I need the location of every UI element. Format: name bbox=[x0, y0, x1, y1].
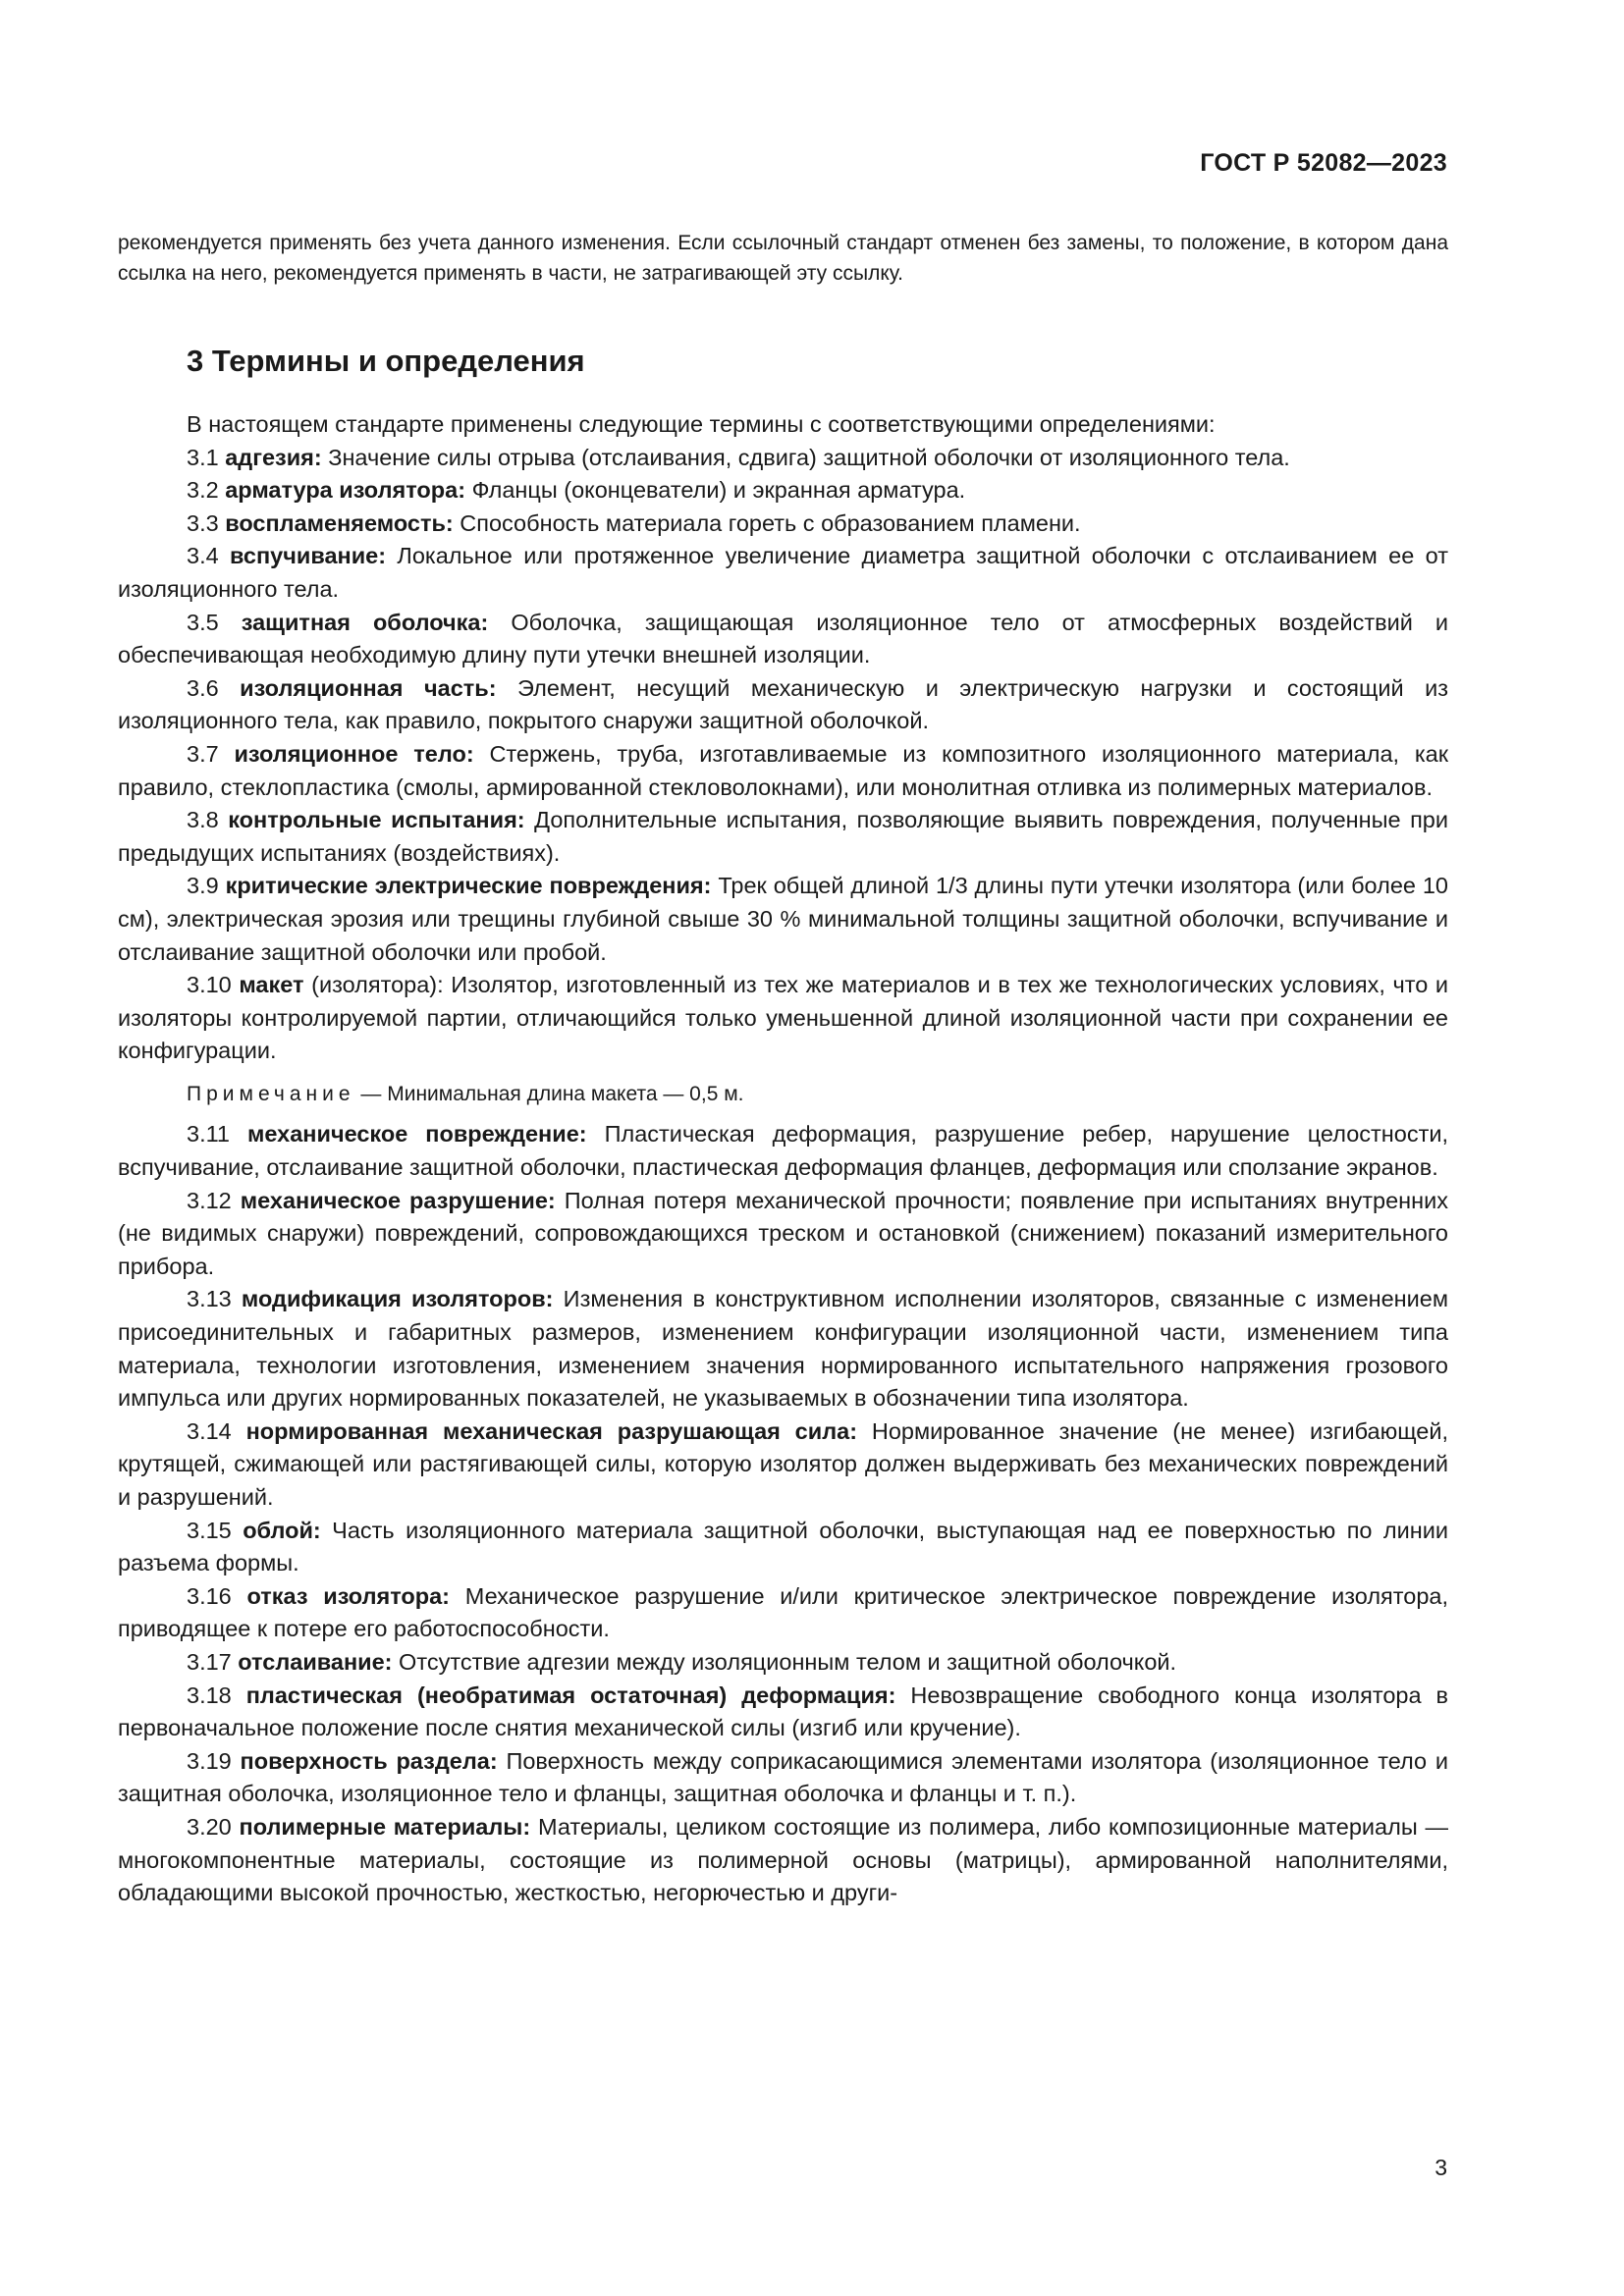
term-number: 3.6 bbox=[187, 674, 219, 701]
note-text: — Минимальная длина макета — 0,5 м. bbox=[360, 1082, 744, 1105]
term-name: макет bbox=[239, 972, 304, 998]
term-definition bbox=[118, 1580, 1448, 1646]
term-number: 3.20 bbox=[187, 1813, 232, 1840]
term-number: 3.17 bbox=[187, 1648, 232, 1675]
term-definition bbox=[118, 969, 1448, 1068]
term-number: 3.13 bbox=[187, 1286, 232, 1312]
section-lead: В настоящем стандарте применены следующие термины с соответствующими определениями: bbox=[187, 411, 1216, 437]
term-text: Механическое разрушение и/или критическое электрическое повреждение изолятора, приводящее к потере его работоспособности. bbox=[118, 1582, 1449, 1642]
term-text: Элемент, несущий механическую и электрическую нагрузки и состоящий из изоляционного тела, как правило, покрытого снаружи защитной оболочкой. bbox=[118, 674, 1448, 734]
term-definition bbox=[118, 672, 1448, 738]
term-name: полимерные материалы: bbox=[239, 1813, 531, 1840]
term-text: Оболочка, защищающая изоляционное тело от атмосферных воздействий и обеспечивающая необходимую длину пути утечки внешней изоляции. bbox=[118, 609, 1449, 668]
term-number: 3.11 bbox=[187, 1121, 230, 1148]
term-number: 3.7 bbox=[187, 740, 219, 767]
term-name: арматура изолятора: bbox=[225, 477, 466, 504]
term-definition bbox=[118, 804, 1448, 870]
term-number: 3.3 bbox=[187, 509, 219, 536]
term-definition bbox=[118, 1745, 1448, 1811]
term-name: механическое повреждение: bbox=[247, 1121, 587, 1148]
term-name: нормированная механическая разрушающая сила: bbox=[245, 1417, 858, 1444]
term-text: Отсутствие адгезии между изоляционным телом и защитной оболочкой. bbox=[399, 1648, 1177, 1675]
term-number: 3.4 bbox=[187, 543, 219, 569]
term-name: поверхность раздела: bbox=[240, 1747, 498, 1774]
note bbox=[118, 1078, 1448, 1111]
term-number: 3.9 bbox=[187, 873, 219, 899]
term-definition bbox=[118, 738, 1448, 804]
term-definition bbox=[118, 474, 1448, 507]
term-text: Дополнительные испытания, позволяющие выявить повреждения, полученные при предыдущих испытаниях (воздействиях). bbox=[118, 807, 1449, 866]
term-name: пластическая (необратимая остаточная) деформация: bbox=[245, 1682, 896, 1708]
term-definition bbox=[118, 442, 1448, 475]
term-text: Полная потеря механической прочности; появление при испытаниях внутренних (не видимых снаружи) повреждений, сопровождающихся треском и остановкой (снижением) показаний измерительного прибора. bbox=[118, 1187, 1449, 1279]
page-number: 3 bbox=[1435, 2155, 1447, 2180]
term-definition bbox=[118, 1811, 1448, 1910]
term-text: Трек общей длиной 1/3 длины пути утечки изолятора (или более 10 см), электрическая эрозия или трещины глубиной свыше 30 % минимальной толщины защитной оболочки, вспучивание и отслаивание защитной оболочки или пробой. bbox=[118, 873, 1448, 965]
term-definition bbox=[118, 1515, 1448, 1580]
intro-paragraph: рекомендуется применять без учета данного изменения. Если ссылочный стандарт отменен без замены, то положение, в котором дана ссылка на него, рекомендуется применять в части, не затрагивающей эту ссылку. bbox=[118, 232, 1448, 285]
term-text: Способность материала гореть с образованием пламени. bbox=[460, 509, 1081, 536]
term-name: изоляционное тело: bbox=[234, 740, 474, 767]
term-text: Нормированное значение (не менее) изгибающей, крутящей, сжимающей или растягивающей силы, которую изолятор должен выдерживать без механических повреждений и разрушений. bbox=[118, 1417, 1448, 1510]
term-name: контрольные испытания: bbox=[228, 807, 525, 833]
term-number: 3.2 bbox=[187, 477, 219, 504]
note-label: Примечание bbox=[187, 1082, 355, 1105]
term-definition bbox=[118, 607, 1448, 672]
term-text: Значение силы отрыва (отслаивания, сдвига) защитной оболочки от изоляционного тела. bbox=[328, 444, 1290, 470]
term-number: 3.15 bbox=[187, 1517, 232, 1543]
term-name: воспламеняемость: bbox=[225, 509, 454, 536]
term-number: 3.1 bbox=[187, 444, 219, 470]
document-header-id: ГОСТ Р 52082—2023 bbox=[1200, 149, 1447, 177]
term-definition bbox=[118, 1283, 1448, 1415]
term-name: критические электрические повреждения: bbox=[225, 873, 712, 899]
term-name: отказ изолятора: bbox=[246, 1582, 451, 1609]
term-text: Локальное или протяженное увеличение диаметра защитной оболочки с отслаиванием ее от изоляционного тела. bbox=[118, 543, 1448, 602]
term-number: 3.16 bbox=[187, 1582, 232, 1609]
term-name: защитная оболочка: bbox=[241, 609, 489, 635]
term-number: 3.5 bbox=[187, 609, 219, 635]
term-number: 3.18 bbox=[187, 1682, 232, 1708]
term-definition bbox=[118, 507, 1448, 541]
term-name: отслаивание: bbox=[238, 1648, 393, 1675]
terms-list bbox=[118, 408, 1448, 1910]
term-name: вспучивание: bbox=[230, 543, 387, 569]
term-text: Пластическая деформация, разрушение ребер, нарушение целостности, вспучивание, отслаивание защитной оболочки, пластическая деформация фланцев, деформация или сползание экранов. bbox=[118, 1121, 1448, 1181]
term-name: механическое разрушение: bbox=[240, 1187, 556, 1213]
term-text: (изолятора): Изолятор, изготовленный из тех же материалов и в тех же технологических условиях, что и изоляторы контролируемой партии, отличающийся только уменьшенной длиной изоляционной части при сохранении ее конфигурации. bbox=[118, 972, 1449, 1064]
term-text: Часть изоляционного материала защитной оболочки, выступающая над ее поверхностью по линии разъема формы. bbox=[118, 1517, 1449, 1576]
term-name: облой: bbox=[243, 1517, 321, 1543]
term-definition bbox=[118, 1646, 1448, 1680]
term-text: Изменения в конструктивном исполнении изоляторов, связанные с изменением присоединительных и габаритных размеров, изменением конфигурации изоляционной части, изменением типа материала, технологии изготовления, изменением значения нормированного испытательного напряжения грозового импульса или других нормированных показателей, не указываемых в обозначении типа изолятора. bbox=[118, 1286, 1449, 1412]
term-text: Поверхность между соприкасающимися элементами изолятора (изоляционное тело и защитная оболочка, изоляционное тело и фланцы, защитная оболочка и фланцы и т. п.). bbox=[118, 1747, 1448, 1807]
term-number: 3.19 bbox=[187, 1747, 232, 1774]
term-definition bbox=[118, 1415, 1448, 1515]
term-definition bbox=[118, 540, 1448, 606]
term-text: Стержень, труба, изготавливаемые из композитного изоляционного материала, как правило, стеклопластика (смолы, армированной стекловолокнами), или монолитная отливка из полимерных материалов. bbox=[118, 740, 1449, 800]
term-number: 3.8 bbox=[187, 807, 219, 833]
term-text: Фланцы (оконцеватели) и экранная арматура. bbox=[471, 477, 966, 504]
term-name: адгезия: bbox=[225, 444, 322, 470]
term-definition bbox=[118, 1680, 1448, 1745]
term-name: изоляционная часть: bbox=[240, 674, 497, 701]
term-number: 3.10 bbox=[187, 972, 232, 998]
term-name: модификация изоляторов: bbox=[241, 1286, 554, 1312]
term-number: 3.12 bbox=[187, 1187, 232, 1213]
term-number: 3.14 bbox=[187, 1417, 232, 1444]
term-text: Невозвращение свободного конца изолятора в первоначальное положение после снятия механической силы (изгиб или кручение). bbox=[118, 1682, 1449, 1741]
term-definition bbox=[118, 870, 1448, 969]
term-definition bbox=[118, 1118, 1448, 1184]
term-definition bbox=[118, 1185, 1448, 1284]
term-text: Материалы, целиком состоящие из полимера, либо композиционные материалы — многокомпонентные материалы, состоящие из полимерной основы (матрицы), армированной наполнителями, обладающими высокой прочностью, жесткостью, негорючестью и други- bbox=[118, 1813, 1448, 1906]
section-title: 3 Термины и определения bbox=[187, 344, 585, 378]
